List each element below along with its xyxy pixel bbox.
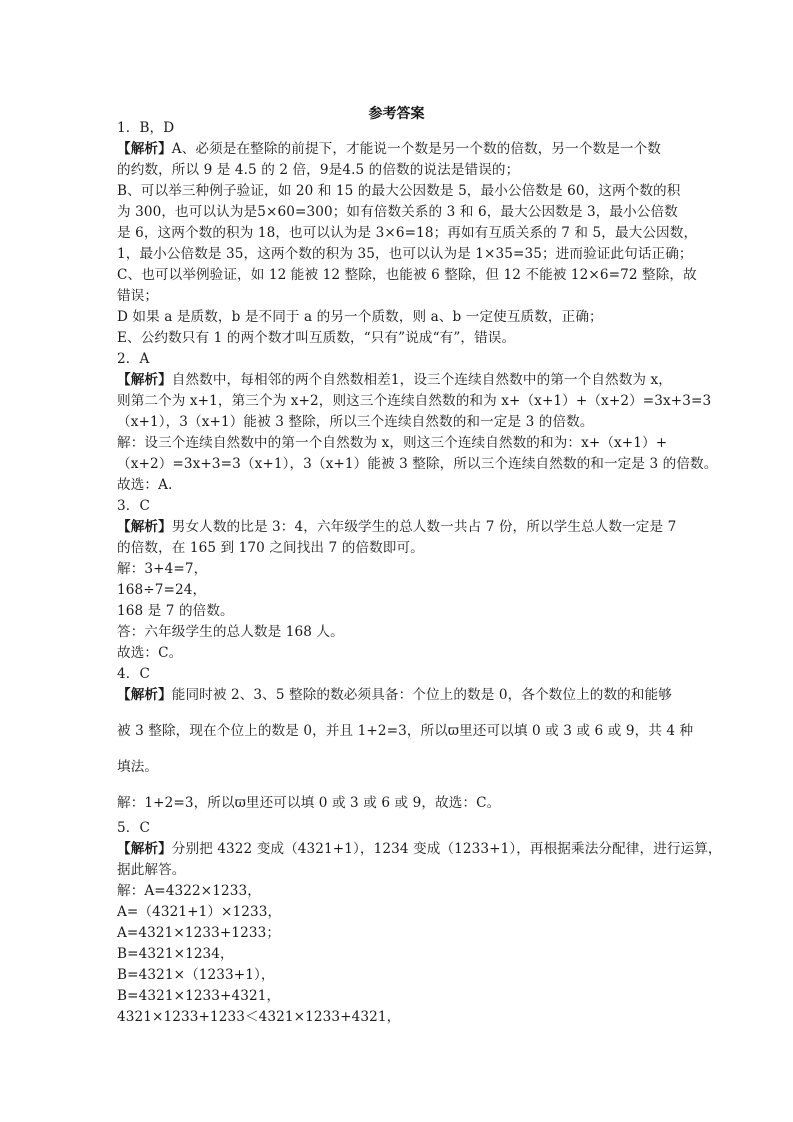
text-line — [117, 372, 677, 388]
line-text: E、公约数只有 1 的两个数才叫互质数，“只有”说成“有”，错误。 — [117, 330, 516, 346]
text-line — [117, 204, 677, 220]
text-line — [117, 477, 677, 493]
line-text: 错误； — [117, 288, 159, 304]
line-text: A=4321×1233+1233； — [117, 925, 281, 941]
text-line — [117, 925, 677, 941]
analysis-label: 【解析】 — [117, 372, 172, 388]
text-line — [117, 393, 712, 409]
line-text: 答：六年级学生的总人数是 168 人。 — [117, 624, 344, 640]
text-line — [117, 435, 677, 451]
line-text: 故选：A. — [117, 477, 173, 493]
line-text: 4321×1233+1233＜4321×1233+4321， — [117, 1009, 401, 1025]
text-line — [117, 225, 698, 241]
line-text: 男女人数的比是 3：4，六年级学生的总人数一共占 7 份，所以学生总人数一定是 7 — [171, 519, 677, 535]
text-line — [117, 330, 677, 346]
text-line — [117, 904, 677, 920]
line-text: 168 是 7 的倍数。 — [117, 603, 234, 619]
text-line — [117, 967, 677, 983]
line-text: B=4321×（1233+1）， — [117, 967, 275, 983]
analysis-label: 【解析】 — [117, 141, 172, 157]
text-line — [117, 288, 677, 304]
text-line — [117, 883, 677, 899]
text-line — [117, 456, 718, 472]
line-text: 能同时被 2、3、5 整除的数必须具备：个位上的数是 0，各个数位上的数的和能够 — [171, 687, 672, 703]
text-line — [117, 519, 677, 535]
analysis-label: 【解析】 — [117, 687, 172, 703]
line-text: B=4321×1234， — [117, 946, 234, 962]
line-text: 168÷7=24， — [117, 582, 207, 598]
text-line — [117, 687, 677, 703]
line-text: 的倍数，在 165 到 170 之间找出 7 的倍数即可。 — [117, 540, 424, 556]
line-text: 被 3 整除，现在个位上的数是 0，并且 1+2=3，所以ϖ里还可以填 0 或 3 或 6 或 9，共 4 种 — [117, 723, 694, 739]
text-line — [117, 120, 677, 136]
text-line — [117, 820, 677, 836]
line-text: 解：设三个连续自然数中的第一个自然数为 x，则这三个连续自然数的和为：x+（x+1）+ — [117, 435, 668, 451]
text-line — [117, 645, 677, 661]
text-line — [117, 141, 677, 157]
text-line — [117, 795, 677, 811]
text-line — [117, 946, 677, 962]
text-line — [117, 759, 677, 775]
line-text: 自然数中，每相邻的两个自然数相差1，设三个连续自然数中的第一个自然数为 x， — [171, 372, 672, 388]
line-text: （x+1），3（x+1）能被 3 整除，所以三个连续自然数的和一定是 3 的倍数。 — [117, 414, 594, 430]
line-text: 1．B，D — [117, 120, 175, 136]
text-line — [117, 723, 694, 739]
text-line — [117, 582, 677, 598]
text-line — [117, 414, 677, 430]
text-line — [117, 666, 677, 682]
line-text: D 如果 a 是质数，b 是不同于 a 的另一个质数，则 a、b 一定使互质数，正确； — [117, 309, 603, 325]
line-text: 是 6，这两个数的积为 18，也可以认为是 3×6=18；再如有互质关系的 7 和 5，最大公因数， — [117, 225, 698, 241]
text-line — [117, 988, 677, 1004]
analysis-label: 【解析】 — [117, 841, 172, 857]
line-text: （x+2）=3x+3=3（x+1），3（x+1）能被 3 整除，所以三个连续自然数的和一定是 3 的倍数。 — [117, 456, 718, 472]
line-text: 2．A — [117, 351, 150, 367]
line-text: B=4321×1233+4321， — [117, 988, 281, 1004]
text-line — [117, 351, 677, 367]
line-text: 5．C — [117, 820, 150, 836]
line-text: 故选：C。 — [117, 645, 183, 661]
text-line — [117, 309, 677, 325]
text-line — [117, 183, 681, 199]
text-line — [117, 1009, 677, 1025]
text-line — [117, 267, 697, 283]
text-line — [117, 862, 677, 878]
text-line — [117, 246, 693, 262]
line-text: 4．C — [117, 666, 150, 682]
line-text: 据此解答。 — [117, 862, 186, 878]
line-text: 解：3+4=7， — [117, 561, 208, 577]
page-title: 参考答案 — [368, 106, 425, 122]
analysis-label: 【解析】 — [117, 519, 172, 535]
text-line — [117, 603, 677, 619]
line-text: A=（4321+1）×1233， — [117, 904, 282, 920]
line-text: 解：A=4322×1233， — [117, 883, 261, 899]
text-line — [117, 540, 677, 556]
line-text: 为 300，也可以认为是5×60=300；如有倍数关系的 3 和 6，最大公因数是 3，最小公倍数 — [117, 204, 678, 220]
line-text: 分别把 4322 变成（4321+1），1234 变成（1233+1），再根据乘法分配律，进行运算， — [171, 841, 722, 857]
text-line — [117, 841, 722, 857]
text-line — [117, 624, 677, 640]
text-line — [117, 561, 677, 577]
line-text: 则第二个为 x+1，第三个为 x+2，则这三个连续自然数的和为 x+（x+1）+（x+2）=3x+3=3 — [117, 393, 712, 409]
line-text: 填法。 — [117, 759, 159, 775]
line-text: C、也可以举例验证，如 12 能被 12 整除，也能被 6 整除，但 12 不能被 12×6=72 整除，故 — [117, 267, 697, 283]
line-text: 的约数，所以 9 是 4.5 的 2 倍，9是4.5 的倍数的说法是错误的； — [117, 162, 520, 178]
text-line — [117, 498, 677, 514]
line-text: A、必须是在整除的前提下，才能说一个数是另一个数的倍数，另一个数是一个数 — [171, 141, 661, 157]
line-text: 1，最小公倍数是 35，这两个数的积为 35，也可以认为是 1×35=35；进而验证此句话正确； — [117, 246, 693, 262]
line-text: 3．C — [117, 498, 150, 514]
line-text: 解：1+2=3，所以ϖ里还可以填 0 或 3 或 6 或 9，故选：C。 — [117, 795, 501, 811]
line-text: B、可以举三种例子验证，如 20 和 15 的最大公因数是 5，最小公倍数是 60，这两个数的积 — [117, 183, 681, 199]
text-line — [117, 162, 677, 178]
